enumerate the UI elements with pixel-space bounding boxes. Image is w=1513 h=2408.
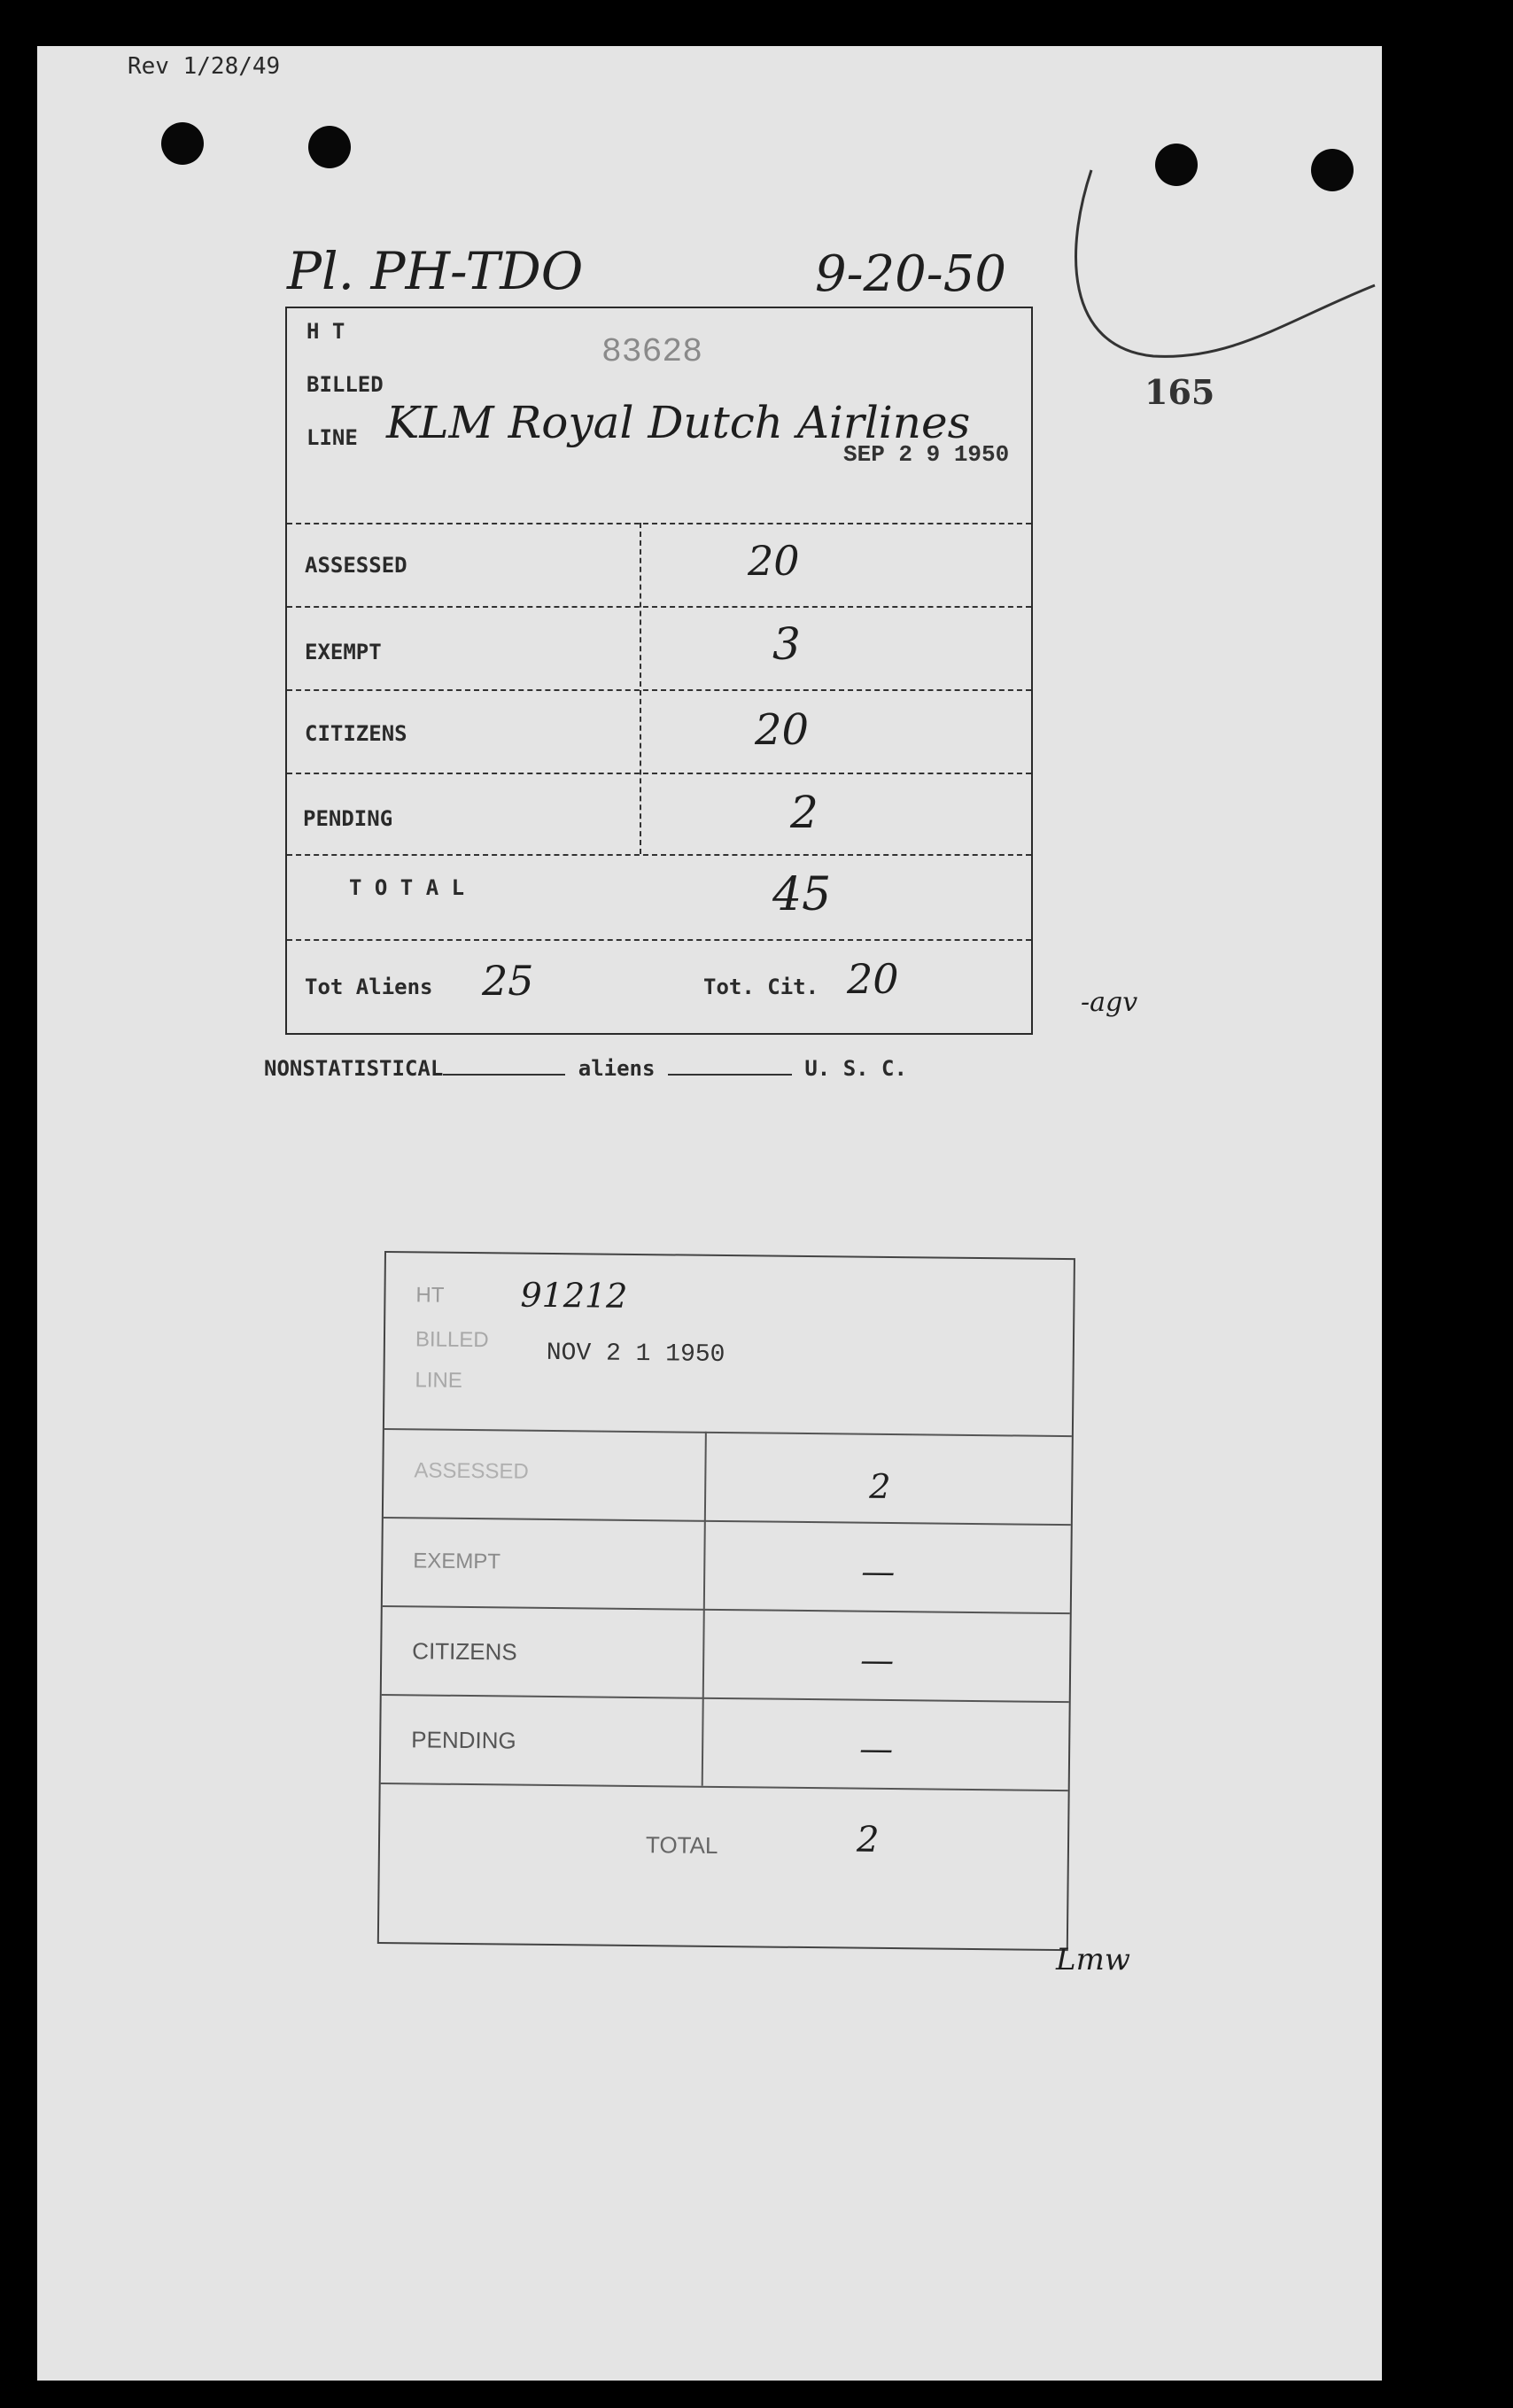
billed-label: BILLED	[306, 372, 384, 397]
row-label: PENDING	[411, 1726, 516, 1754]
row-value: 3	[772, 618, 801, 670]
divider	[287, 773, 1031, 774]
tot-aliens-label: Tot Aliens	[305, 975, 433, 999]
row-value: —	[858, 1728, 894, 1769]
usc-label: U. S. C.	[804, 1056, 907, 1081]
line-label: LINE	[415, 1368, 462, 1393]
row-value: 45	[772, 868, 832, 921]
divider	[382, 1694, 1069, 1703]
row-label: EXEMPT	[413, 1549, 501, 1574]
divider	[287, 854, 1031, 856]
divider	[287, 939, 1031, 941]
column-divider	[640, 523, 641, 854]
nonstatistical-label: NONSTATISTICAL	[264, 1056, 444, 1081]
divider	[287, 606, 1031, 608]
tot-cit-label: Tot. Cit.	[703, 975, 819, 999]
divider	[384, 1428, 1072, 1437]
punch-hole	[161, 122, 204, 165]
stamped-card	[377, 1251, 1075, 1951]
row-value: 2	[869, 1466, 891, 1506]
document-page	[37, 46, 1382, 2381]
total-label: TOTAL	[645, 1831, 718, 1859]
aliens-label: aliens	[578, 1056, 656, 1081]
curve-mark	[1056, 117, 1384, 383]
divider	[384, 1517, 1071, 1526]
ht-label: H T	[306, 319, 345, 344]
row-label: CITIZENS	[305, 721, 407, 746]
row-label: ASSESSED	[305, 553, 407, 578]
punch-hole	[308, 126, 351, 168]
total-value: 2	[856, 1819, 880, 1860]
row-label: EXEMPT	[305, 640, 382, 664]
line-label: LINE	[306, 425, 358, 450]
row-label: T O T A L	[349, 875, 465, 900]
tot-cit-value: 20	[847, 955, 899, 1003]
billed-label: BILLED	[415, 1327, 489, 1353]
ht-number: 83628	[601, 333, 703, 371]
row-label: ASSESSED	[414, 1458, 529, 1484]
date-stamp: NOV 2 1 1950	[546, 1339, 725, 1370]
carrier-name: KLM Royal Dutch Airlines	[386, 397, 971, 448]
divider	[381, 1783, 1068, 1791]
row-value: 20	[755, 705, 810, 755]
divider	[383, 1605, 1070, 1614]
ht-label: HT	[415, 1283, 445, 1308]
manifest-card	[285, 307, 1033, 1035]
arrival-date: 9-20-50	[815, 245, 1006, 303]
blank-field	[443, 1058, 565, 1076]
row-label: PENDING	[303, 806, 393, 831]
date-stamp: SEP 2 9 1950	[843, 441, 1010, 468]
initials: -agv	[1081, 987, 1138, 1018]
divider	[287, 523, 1031, 524]
row-value: —	[859, 1640, 895, 1681]
nonstatistical-line	[264, 1056, 907, 1081]
ht-number: 91212	[520, 1275, 628, 1316]
row-value: 20	[748, 537, 800, 585]
row-value: —	[861, 1551, 896, 1592]
form-revision: Rev 1/28/49	[128, 53, 281, 80]
divider	[287, 689, 1031, 691]
tot-aliens-value: 25	[482, 957, 534, 1005]
row-value: 2	[790, 787, 819, 838]
initials: Lmw	[1056, 1942, 1130, 1977]
blank-field	[668, 1058, 792, 1076]
plane-registration: Pl. PH-TDO	[287, 241, 584, 301]
page-number: 165	[1144, 372, 1215, 412]
row-label: CITIZENS	[412, 1637, 517, 1666]
